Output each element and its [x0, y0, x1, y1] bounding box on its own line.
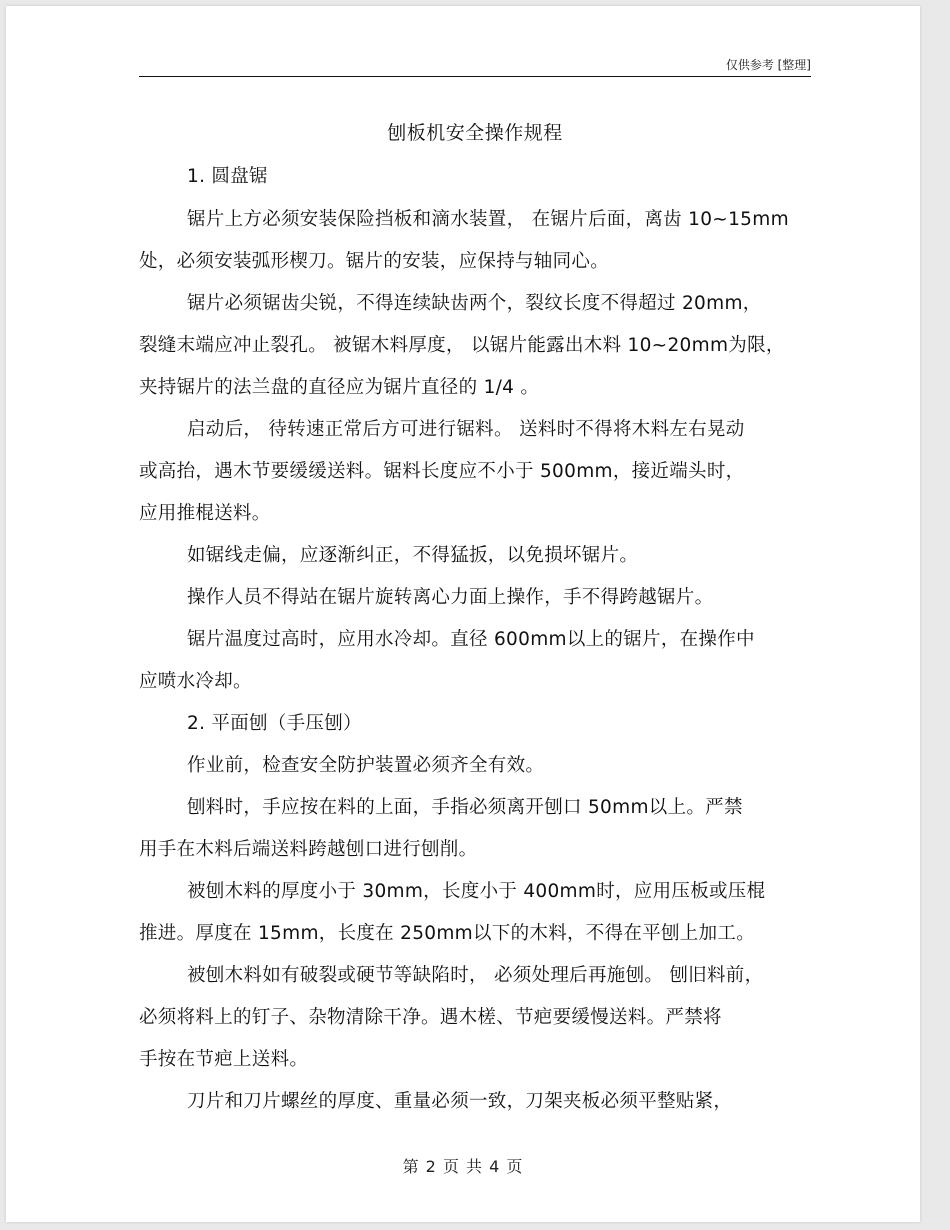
paragraph-line: 锯片温度过高时，应用水冷却。直径 600mm以上的锯片，在操作中	[187, 629, 755, 650]
document-title: 刨板机安全操作规程	[387, 122, 563, 144]
paragraph-line: 锯片上方必须安装保险挡板和滴水装置， 在锯片后面，离齿 10~15mm	[187, 209, 789, 230]
paragraph-line: 或高抬，遇木节要缓缓送料。锯料长度应不小于 500mm，接近端头时，	[139, 461, 745, 482]
header-divider	[139, 76, 811, 77]
paragraph-line: 应喷水冷却。	[139, 671, 252, 692]
paragraph-line: 推进。厚度在 15mm，长度在 250mm以下的木料，不得在平刨上加工。	[139, 923, 755, 944]
section-heading-1: 1. 圆盘锯	[187, 166, 268, 187]
paragraph-line: 必须将料上的钉子、杂物清除干净。遇木槎、节疤要缓慢送料。严禁将	[139, 1007, 722, 1028]
paragraph-line: 如锯线走偏，应逐渐纠正，不得猛扳，以免损坏锯片。	[187, 545, 639, 566]
paragraph-line: 锯片必须锯齿尖锐，不得连续缺齿两个，裂纹长度不得超过 20mm，	[187, 293, 762, 314]
paragraph-line: 被刨木料如有破裂或硬节等缺陷时， 必须处理后再施刨。 刨旧料前，	[187, 965, 764, 986]
section-heading-2: 2. 平面刨（手压刨）	[187, 713, 362, 734]
page-footer-number: 第 2 页 共 4 页	[402, 1157, 524, 1176]
paragraph-line: 应用推棍送料。	[139, 503, 271, 524]
paragraph-line: 用手在木料后端送料跨越刨口进行刨削。	[139, 839, 478, 860]
paragraph-line: 被刨木料的厚度小于 30mm，长度小于 400mm时，应用压板或压棍	[187, 881, 766, 902]
document-page	[6, 6, 920, 1222]
paragraph-line: 处，必须安装弧形楔刀。锯片的安装，应保持与轴同心。	[139, 251, 610, 272]
paragraph-line: 作业前，检查安全防护装置必须齐全有效。	[187, 755, 545, 776]
paragraph-line: 手按在节疤上送料。	[139, 1049, 309, 1070]
paragraph-line: 启动后， 待转速正常后方可进行锯料。 送料时不得将木料左右晃动	[187, 419, 745, 440]
paragraph-line: 刀片和刀片螺丝的厚度、重量必须一致，刀架夹板必须平整贴紧，	[187, 1091, 733, 1112]
paragraph-line: 刨料时，手应按在料的上面，手指必须离开刨口 50mm以上。严禁	[187, 797, 743, 818]
paragraph-line: 夹持锯片的法兰盘的直径应为锯片直径的 1/4 。	[139, 377, 540, 398]
paragraph-line: 操作人员不得站在锯片旋转离心力面上操作，手不得跨越锯片。	[187, 587, 714, 608]
page-header-note: 仅供参考 [整理]	[725, 58, 811, 72]
paragraph-line: 裂缝末端应冲止裂孔。 被锯木料厚度， 以锯片能露出木料 10~20mm为限，	[139, 335, 785, 356]
